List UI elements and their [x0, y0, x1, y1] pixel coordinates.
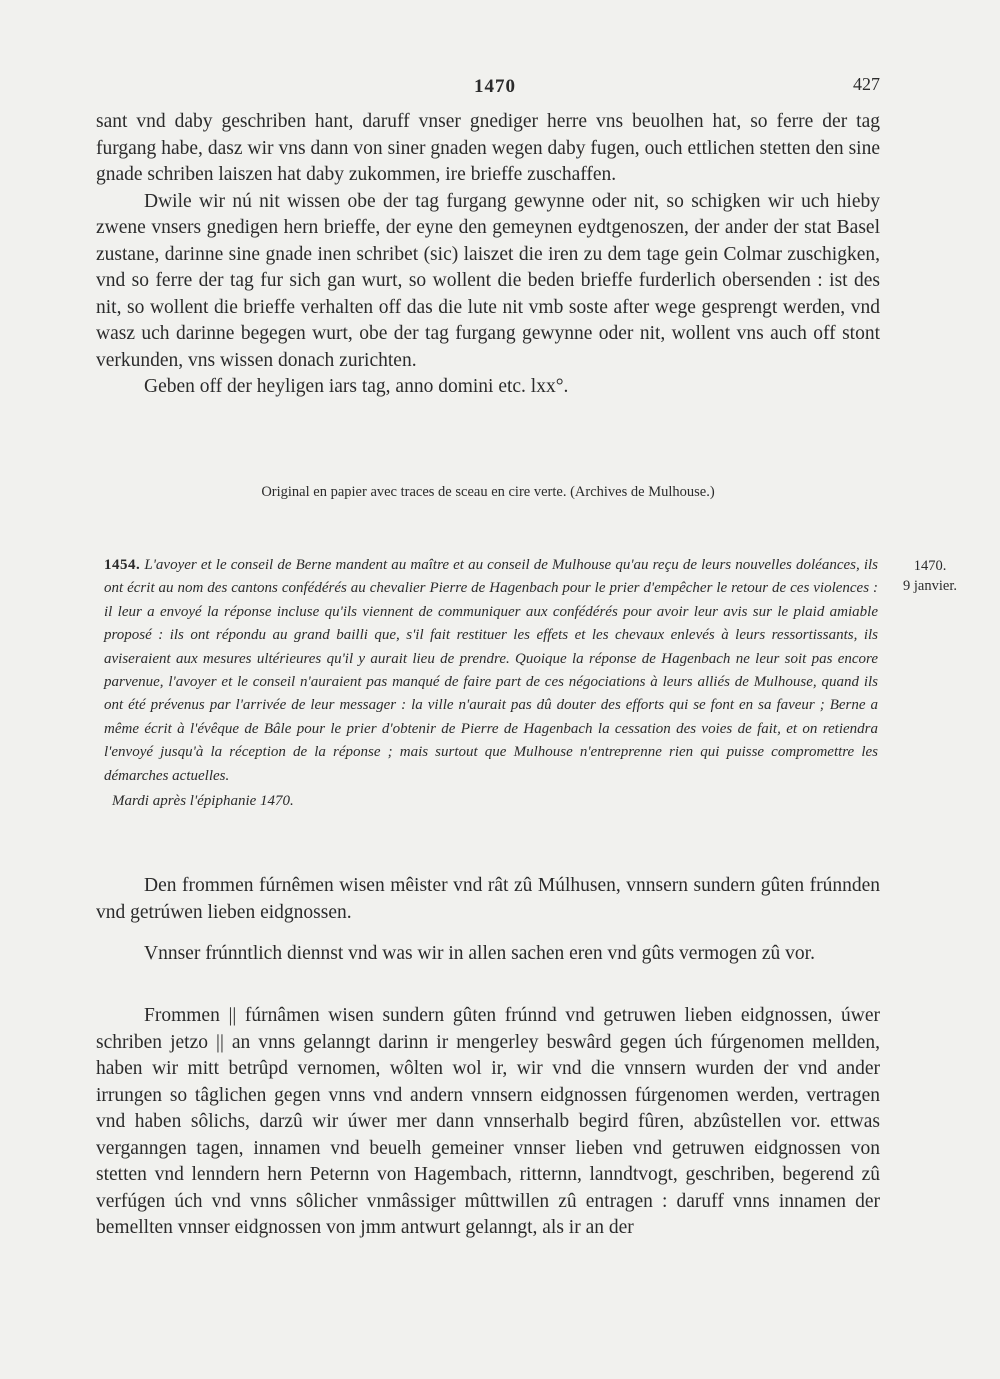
letter-greeting: Vnnser frúnntlich diennst vnd was wir in allen sachen eren vnd gûts vermogen zû vor.: [144, 943, 815, 964]
letter-body: Frommen || fúrnâmen wisen sundern gûten frúnnd vnd getruwen lieben eidgnossen, úwer schriben jetzo || an vnns gelanngt darinn ir mengerley beswârd gegen úch fúrgenomen mellden, haben wir mitt betrûpd vernomen, wôlten wol ir, wir vnd die vnnsern wurden der vnd ander irrungen so tâglichen gegen vnns vnd andern vnnsern eidgnossen fúrgenomen werden, vertragen vnd haben sôlichs, darzû wir úwer mer dann vnnserhalb begird fûren, abzûstellen vor. ettwas verganngen tagen, innamen vnd beuelh gemeiner vnnser lieben vnd getruwen eidgnossen von stetten vnd lenndern hern Peternn von Hagembach, ritternn, lanndtvogt, geschriben, begerend zû verfúgen úch vnd vnns sôlicher vnmâssiger mûttwillen zû entragen : daruff vnns innamen der bemellten vnnser eidgnossen von jmm antwurt gelanngt, als ir an der: [96, 1005, 880, 1238]
paragraph: Dwile wir nú nit wissen obe der tag furgang gewynne oder nit, so schigken wir uch hieby zwene vnsers gnedigen hern brieffe, der eyne den gemeynen eydtgenoszen, der ander der stat Basel zustane, darinne sine gnade inen schribet (sic) laiszet die iren zu dem tage gein Colmar zuschigken, vnd so ferre der tag fur sich gan wurt, so wollent die beden brieffe furderlich obersenden : ist des nit, so wollent die brieffe verhalten off das die lute nit vmb soste after wege gesprengt werden, vnd wasz uch darinne begegen wurt, obe der tag furgang gewynne oder nit, wollent vns auch off stont verkunden, vns wissen donach zurichten.: [96, 190, 880, 371]
running-header-year: 1470: [474, 76, 516, 97]
source-note: Original en papier avec traces de sceau en cire verte. (Archives de Mulhouse.): [261, 484, 715, 500]
paragraph: sant vnd daby geschriben hant, daruff vnser gnediger herre vns beuolhen hat, so ferre der tag furgang habe, dasz wir vns dann von siner gnaden wegen daby fugen, ouch ettlichen stetten den sine gnade schriben laiszen hat daby zukommen, ire brieffe zuschaffen.: [96, 111, 880, 185]
letter-text-continued: [96, 109, 880, 401]
summary-date: Mardi après l'épiphanie 1470.: [112, 793, 294, 810]
margin-year: 1470.: [913, 558, 947, 574]
document-summary: [104, 554, 878, 813]
document-number: 1454.: [104, 557, 141, 573]
summary-text: L'avoyer et le conseil de Berne mandent au maître et au conseil de Mulhouse qu'au reçu de leurs nouvelles doléances, ils ont écrit au nom des cantons confédérés au chevalier Pierre de Hagenbach pour le prier d'empêcher le retour de ces violences : il leur a envoyé la réponse incluse qu'ils viennent de communiquer aux confédérés pour avoir leur avis sur le plaid amiable proposé : ils ont répondu au grand bailli que, s'il fait restituer les effets et les chevaux enlevés à leurs ressortissants, ils aviseraient aux mesures ultérieures qu'il y aurait lieu de prendre. Quoique la réponse de Hagenbach ne leur soit pas encore parvenue, l'avoyer et le conseil n'auraient pas manqué de faire part de ces négociations à leurs alliés de Mulhouse, quand ils ont été prévenus par l'arrivée de leur messager : la ville n'aurait pas dû douter des efforts qui se font en sa faveur ; Berne a même écrit à l'évêque de Bâle pour le prier d'obtenir de Pierre de Hagenbach la cessation des voies de fait, et on retiendra l'envoyé jusqu'à la réception de la réponse ; mais surtout que Mulhouse n'entreprenne rien qui puisse compromettre les démarches actuelles.: [104, 557, 879, 784]
page-number: 427: [853, 74, 880, 94]
paragraph: Geben off der heyligen iars tag, anno domini etc. lxx°.: [144, 376, 569, 397]
margin-date: [890, 556, 970, 596]
letter-address: Den frommen fúrnêmen wisen mêister vnd rât zû Múlhusen, vnnsern sundern gûten frúnnden vnd getrúwen lieben eidgnossen.: [96, 875, 880, 923]
margin-day: 9 janvier.: [903, 578, 957, 594]
